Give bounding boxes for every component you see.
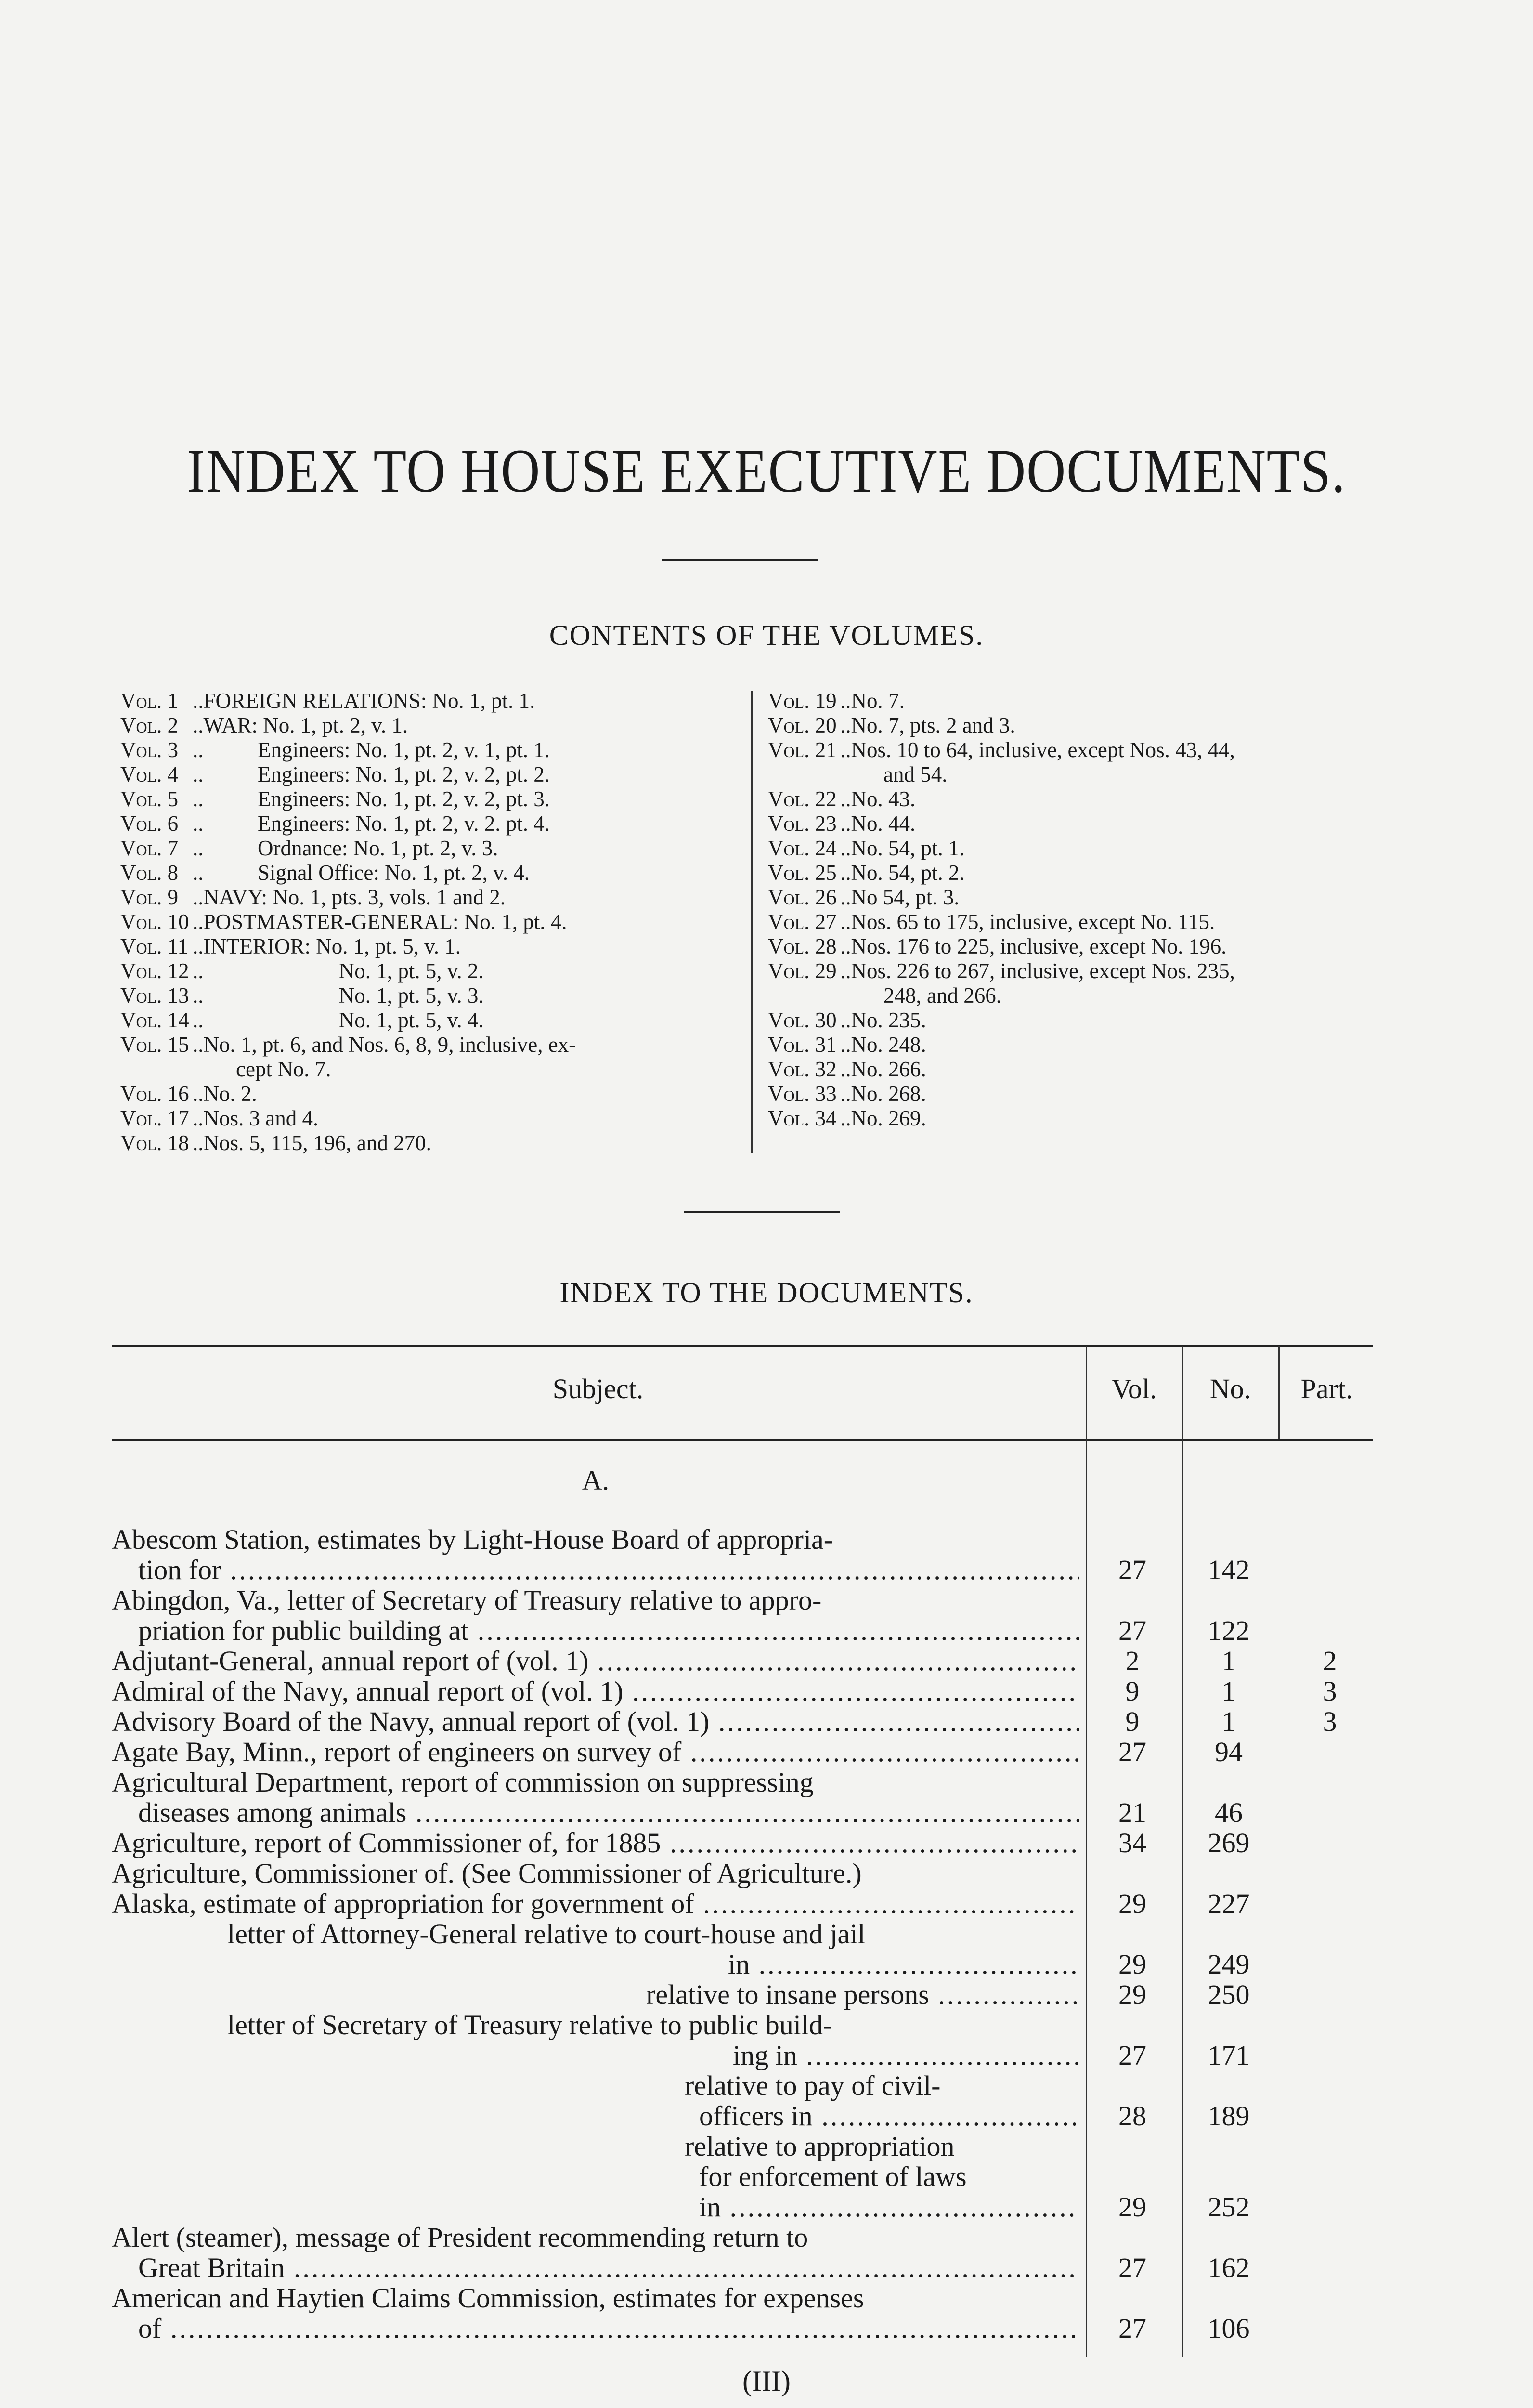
part-value: 3	[1323, 1675, 1337, 1707]
volume-row: Vol. 30 ..No. 235.	[768, 1008, 926, 1032]
volume-row: Vol. 1 ..FOREIGN RELATIONS: No. 1, pt. 1.	[120, 689, 535, 713]
volume-row: Vol. 21 ..Nos. 10 to 64, inclusive, except Nos. 43, 44,	[768, 738, 1235, 762]
volume-row: Vol. 17 ..Nos. 3 and 4.	[120, 1106, 319, 1130]
index-entry: letter of Secretary of Treasury relative to public build- ing in ..... 27 171	[112, 2010, 1373, 2070]
no-value: 252	[1208, 2191, 1250, 2223]
index-entry: American and Haytien Claims Commission, estimates for expenses of ..... 27 106	[112, 2283, 1373, 2343]
contents-divider	[684, 1211, 840, 1213]
index-entry: relative to pay of civil- officers in ..... 28 189	[112, 2070, 1373, 2131]
vol-value: 9	[1125, 1706, 1140, 1737]
volume-row: Vol. 4 .. Engineers: No. 1, pt. 2, v. 2, pt. 2.	[120, 762, 550, 786]
index-entry: Agate Bay, Minn., report of engineers on survey of ..... 27 94	[112, 1737, 1373, 1767]
index-entry: relative to appropriation for enforcement of laws in ..... 29 252	[112, 2131, 1373, 2222]
vol-value: 34	[1118, 1827, 1146, 1858]
volume-row: Vol. 25 ..No. 54, pt. 2.	[768, 861, 965, 885]
vol-value: 27	[1118, 1615, 1146, 1646]
volume-row: Vol. 22 ..No. 43.	[768, 787, 916, 811]
vol-value: 29	[1118, 1949, 1146, 1980]
volume-row: Vol. 14 .. No. 1, pt. 5, v. 4.	[120, 1008, 484, 1032]
no-value: 269	[1208, 1827, 1250, 1858]
no-value: 250	[1208, 1979, 1250, 2010]
volume-row: Vol. 13 .. No. 1, pt. 5, v. 3.	[120, 983, 484, 1008]
no-header: No.	[1209, 1373, 1251, 1404]
volumes-list-left	[120, 689, 741, 1155]
no-value: 1	[1221, 1675, 1236, 1707]
vol-value: 29	[1118, 1888, 1146, 1919]
table-top-rule	[112, 1345, 1373, 1347]
volume-row: Vol. 29 ..Nos. 226 to 267, inclusive, except Nos. 235,	[768, 959, 1235, 983]
volume-row: Vol. 26 ..No 54, pt. 3.	[768, 885, 960, 909]
no-value: 106	[1208, 2313, 1250, 2344]
no-value: 46	[1215, 1797, 1243, 1828]
vol-value: 29	[1118, 2191, 1146, 2223]
volume-row: Vol. 20 ..No. 7, pts. 2 and 3.	[768, 713, 1015, 737]
vol-value: 27	[1118, 1736, 1146, 1767]
vol-value: 21	[1118, 1797, 1146, 1828]
vol-value: 27	[1118, 2040, 1146, 2071]
no-value: 162	[1208, 2252, 1250, 2283]
volume-row: Vol. 19 ..No. 7.	[768, 689, 905, 713]
vol-value: 2	[1125, 1645, 1140, 1676]
no-value: 1	[1221, 1706, 1236, 1737]
volume-row: Vol. 16 ..No. 2.	[120, 1082, 257, 1106]
volume-row: Vol. 5 .. Engineers: No. 1, pt. 2, v. 2, pt. 3.	[120, 787, 550, 811]
no-value: 94	[1215, 1736, 1243, 1767]
volume-row: Vol. 31 ..No. 248.	[768, 1033, 926, 1057]
volume-row: Vol. 27 ..Nos. 65 to 175, inclusive, except No. 115.	[768, 910, 1215, 934]
index-heading: INDEX TO THE DOCUMENTS.	[559, 1277, 974, 1309]
index-entry: Alaska, estimate of appropriation for government of ..... 29 227	[112, 1888, 1373, 1919]
volume-row: Vol. 8 .. Signal Office: No. 1, pt. 2, v. 4.	[120, 861, 530, 885]
part-value: 3	[1323, 1706, 1337, 1737]
volumes-list-right	[768, 689, 1442, 1131]
title-divider	[662, 559, 818, 561]
no-value: 249	[1208, 1949, 1250, 1980]
no-value: 227	[1208, 1888, 1250, 1919]
index-entry: Abescom Station, estimates by Light-House Board of appropria- tion for ..... 27 142	[112, 1524, 1373, 1585]
volume-row: Vol. 12 .. No. 1, pt. 5, v. 2.	[120, 959, 484, 983]
index-entry: Admiral of the Navy, annual report of (vol. 1) ..... 9 1 3	[112, 1676, 1373, 1706]
vol-value: 27	[1118, 2252, 1146, 2283]
index-entries	[112, 1524, 1373, 2343]
volume-row: Vol. 7 .. Ordnance: No. 1, pt. 2, v. 3.	[120, 836, 498, 860]
volume-row: Vol. 11 ..INTERIOR: No. 1, pt. 5, v. 1.	[120, 934, 461, 958]
volumes-column-divider	[751, 691, 753, 1153]
volume-row: Vol. 3 .. Engineers: No. 1, pt. 2, v. 1, pt. 1.	[120, 738, 550, 762]
volume-row: Vol. 10 ..POSTMASTER-GENERAL: No. 1, pt. 4.	[120, 910, 567, 934]
volume-row: Vol. 28 ..Nos. 176 to 225, inclusive, except No. 196.	[768, 934, 1227, 958]
no-value: 122	[1208, 1615, 1250, 1646]
index-entry: Abingdon, Va., letter of Secretary of Treasury relative to appro- priation for public building at ..... 27 122	[112, 1585, 1373, 1646]
no-value: 171	[1208, 2040, 1250, 2071]
vol-header: Vol.	[1111, 1373, 1157, 1404]
vol-value: 27	[1118, 1554, 1146, 1585]
no-value: 142	[1208, 1554, 1250, 1585]
no-value: 189	[1208, 2100, 1250, 2132]
index-entry: Agriculture, report of Commissioner of, for 1885 ..... 34 269	[112, 1828, 1373, 1858]
volume-row: Vol. 23 ..No. 44.	[768, 811, 916, 836]
volume-row: Vol. 9 ..NAVY: No. 1, pts. 3, vols. 1 and 2.	[120, 885, 506, 909]
vol-value: 27	[1118, 2313, 1146, 2344]
volume-row: Vol. 18 ..Nos. 5, 115, 196, and 270.	[120, 1131, 431, 1155]
vol-value: 29	[1118, 1979, 1146, 2010]
table-header-rule	[112, 1439, 1373, 1441]
index-entry: Agricultural Department, report of commission on suppressing diseases among animals ..... 21 46	[112, 1767, 1373, 1828]
index-entry: letter of Attorney-General relative to court-house and jail in ..... 29 249	[112, 1919, 1373, 1979]
vol-value: 9	[1125, 1675, 1140, 1707]
volume-row: Vol. 2 ..WAR: No. 1, pt. 2, v. 1.	[120, 713, 408, 737]
no-value: 1	[1221, 1645, 1236, 1676]
index-entry: Adjutant-General, annual report of (vol. 1) ..... 2 1 2	[112, 1646, 1373, 1676]
index-entry: relative to insane persons ..... 29 250	[112, 1979, 1373, 2010]
volume-row: Vol. 32 ..No. 266.	[768, 1057, 926, 1081]
page-title: INDEX TO HOUSE EXECUTIVE DOCUMENTS.	[187, 437, 1346, 505]
contents-heading: CONTENTS OF THE VOLUMES.	[549, 619, 984, 651]
page-number: (III)	[742, 2365, 791, 2397]
part-header: Part.	[1300, 1373, 1353, 1404]
volume-row: Vol. 6 .. Engineers: No. 1, pt. 2, v. 2. pt. 4.	[120, 811, 550, 836]
index-entry: Alert (steamer), message of President recommending return to Great Britain ..... 27 162	[112, 2222, 1373, 2283]
volume-row: Vol. 33 ..No. 268.	[768, 1082, 926, 1106]
index-entry: Advisory Board of the Navy, annual report of (vol. 1) ..... 9 1 3	[112, 1706, 1373, 1737]
volume-row-continued: cept No. 7.	[236, 1057, 331, 1081]
subject-header: Subject.	[552, 1373, 644, 1404]
index-entry: Agriculture, Commissioner of. (See Commissioner of Agriculture.)	[112, 1858, 862, 1888]
volume-row-continued: and 54.	[883, 762, 948, 786]
volume-row: Vol. 34 ..No. 269.	[768, 1106, 926, 1130]
vol-value: 28	[1118, 2100, 1146, 2132]
volume-row: Vol. 24 ..No. 54, pt. 1.	[768, 836, 965, 860]
part-value: 2	[1323, 1645, 1337, 1676]
volume-row: Vol. 15 ..No. 1, pt. 6, and Nos. 6, 8, 9, inclusive, ex-	[120, 1033, 576, 1057]
volume-row-continued: 248, and 266.	[883, 983, 1001, 1008]
section-letter: A.	[582, 1465, 610, 1496]
